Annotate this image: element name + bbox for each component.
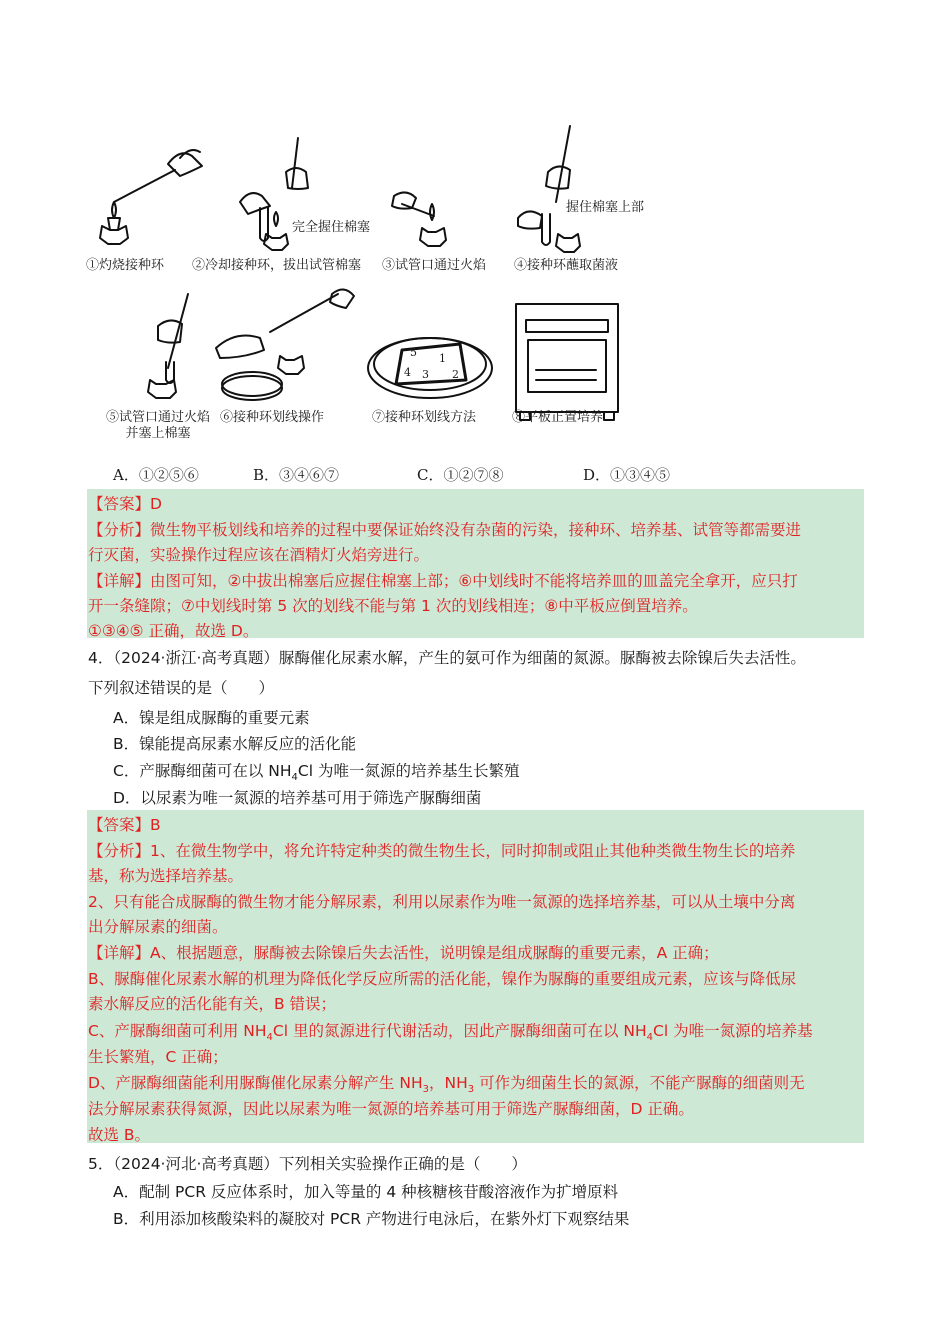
figure-caption: ⑦接种环划线方法: [372, 410, 477, 425]
figure-note: 完全握住棉塞: [292, 220, 371, 235]
option-a: A．①②⑤⑥: [113, 466, 199, 484]
figure-caption: ②冷却接种环，拔出试管棉塞: [192, 258, 362, 273]
tube-icon-4: [542, 214, 550, 245]
detail-text: 素水解反应的活化能有关，B 错误；: [88, 995, 337, 1013]
detail-text: D、产脲酶细菌能利用脲酶催化尿素分解产生 $NH_3$，$NH_3$ 可作为细菌生长的氮源，不能产脲酶的细菌则无: [88, 1074, 805, 1096]
burner-icon-1: [100, 202, 128, 244]
hand-icon-6: [330, 289, 354, 308]
analysis-text: 行灭菌，实验操作过程应该在酒精灯火焰旁进行。: [88, 546, 430, 564]
burner-icon-3: [420, 228, 446, 246]
analysis-text: 2、只有能合成脲酶的微生物才能分解尿素，利用以尿素作为唯一氮源的选择培养基，可以从土壤中分离: [88, 893, 796, 911]
dish-number: 3: [422, 368, 429, 381]
figure-caption: ①灼烧接种环: [86, 258, 165, 273]
option-b: B．利用添加核酸染料的凝胶对 PCR 产物进行电泳后，在紫外灯下观察结果: [113, 1210, 630, 1228]
figure-caption: ④接种环蘸取菌液: [514, 258, 619, 273]
detail-text: 生长繁殖，C 正确；: [88, 1048, 228, 1066]
detail-text: C、产脲酶细菌可利用 $NH_4Cl$ 里的氮源进行代谢活动，因此产脲酶细菌可在以 $NH_4Cl$ 为唯一氮源的培养基: [88, 1022, 813, 1044]
option-b: B．③④⑥⑦: [253, 466, 340, 484]
dish-number: 4: [404, 366, 411, 379]
option-a: A．镍是组成脲酶的重要元素: [113, 709, 310, 727]
option-d: D．以尿素为唯一氮源的培养基可用于筛选产脲酶细菌: [113, 789, 482, 807]
figure-caption: ③试管口通过火焰: [382, 258, 487, 273]
tube-icon-2: [260, 208, 268, 241]
detail-text: 故选 B。: [88, 1126, 151, 1144]
loop-rod-4: [556, 126, 570, 202]
hand-icon-2: [240, 193, 270, 214]
answer-label: 【答案】B: [88, 816, 161, 834]
option-b: B．镍能提高尿素水解反应的活化能: [113, 735, 357, 753]
burner-icon-4: [556, 234, 580, 252]
hand-icon-4: [546, 166, 570, 188]
question-stem: 4．（2024·浙江·高考真题）脲酶催化尿素水解，产生的氨可作为细菌的氮源。脲酶被去除镍后失去活性。: [88, 649, 806, 667]
figure-note: 握住棉塞上部: [566, 200, 645, 215]
experiment-figure: [80, 118, 680, 463]
detail-text: 开一条缝隙；⑦中划线时第 5 次的划线不能与第 1 次的划线相连；⑧中平板应倒置培养。: [88, 597, 698, 615]
option-c: C．①②⑦⑧: [417, 466, 504, 484]
dish-number: 5: [410, 346, 417, 359]
analysis-text: 【分析】微生物平板划线和培养的过程中要保证始终没有杂菌的污染，接种环、培养基、试管等都需要进: [88, 521, 802, 539]
analysis-text: 基，称为选择培养基。: [88, 867, 244, 885]
figure-caption: ⑧平板正置培养: [512, 410, 604, 425]
hand-icon-1: [168, 153, 202, 176]
detail-text: ①③④⑤ 正确，故选 D。: [88, 622, 259, 640]
analysis-text: 出分解尿素的细菌。: [88, 918, 228, 936]
figure-caption: ⑤试管口通过火焰并塞上棉塞: [105, 410, 210, 441]
burner-icon-6: [278, 356, 304, 374]
option-d: D．①③④⑤: [583, 466, 671, 484]
question-stem: 下列叙述错误的是（ ）: [88, 679, 275, 697]
loop-rod-5: [168, 294, 188, 368]
hand-icon-3: [392, 192, 416, 208]
loop-rod-6: [270, 294, 338, 332]
question-stem: 5．（2024·河北·高考真题）下列相关实验操作正确的是（ ）: [88, 1155, 527, 1173]
detail-text: B、脲酶催化尿素水解的机理为降低化学反应所需的活化能，镍作为脲酶的重要组成元素，应该与降低尿: [88, 970, 797, 988]
detail-text: 法分解尿素获得氮源，因此以尿素为唯一氮源的培养基可用于筛选产脲酶细菌，D 正确。: [88, 1100, 694, 1118]
answer-label: 【答案】D: [88, 495, 162, 513]
figure-caption: ⑥接种环划线操作: [220, 410, 325, 425]
loop-rod-1: [114, 170, 175, 202]
loop-rod-2: [292, 138, 298, 188]
option-c: C．产脲酶细菌可在以 $NH_4Cl$ 为唯一氮源的培养基生长繁殖: [113, 762, 520, 784]
option-a: A．配制 PCR 反应体系时，加入等量的 4 种核糖核苷酸溶液作为扩增原料: [113, 1183, 619, 1201]
dish-number: 1: [439, 352, 446, 365]
detail-text: 【详解】A、根据题意，脲酶被去除镍后失去活性，说明镍是组成脲酶的重要元素，A 正确；: [88, 944, 719, 962]
analysis-text: 【分析】1、在微生物学中，将允许特定种类的微生物生长，同时抑制或阻止其他种类微生物生长的培养: [88, 842, 796, 860]
dish-number: 2: [452, 368, 459, 381]
detail-text: 【详解】由图可知，②中拔出棉塞后应握住棉塞上部；⑥中划线时不能将培养皿的皿盖完全拿开，应只打: [88, 572, 798, 590]
